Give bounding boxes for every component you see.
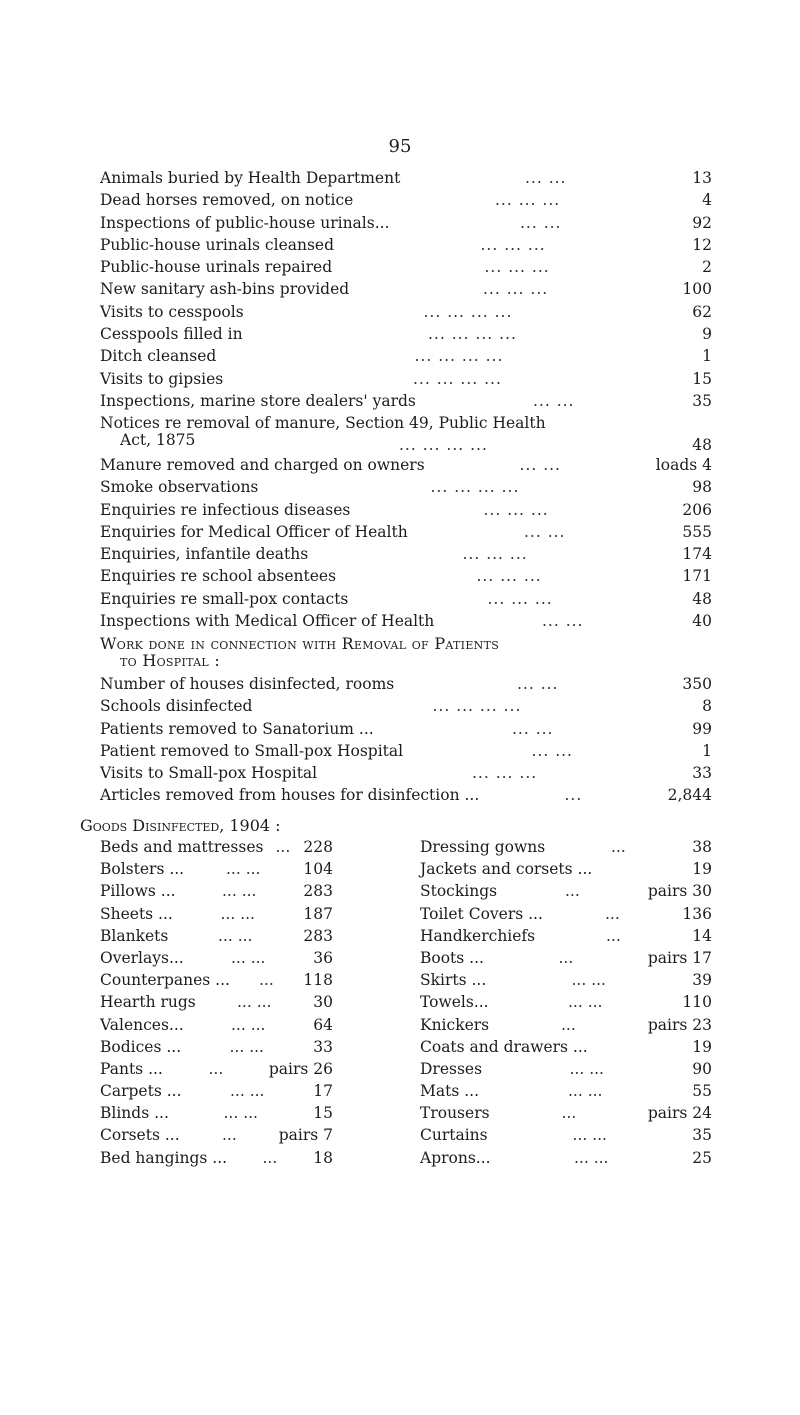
leader-dots: ...: [561, 1015, 576, 1034]
goods-label: Mats ...: [420, 1082, 480, 1101]
item-label: Articles removed from houses for disinfection ...: [100, 786, 480, 805]
goods-label: Pillows ...: [100, 882, 176, 901]
goods-value: 33: [313, 1037, 333, 1056]
goods-label: Towels...: [420, 993, 489, 1012]
goods-label: Corsets ...: [100, 1126, 180, 1145]
item-value: 171: [682, 567, 712, 586]
goods-label: Bolsters ...: [100, 860, 185, 879]
goods-label: Blankets: [100, 926, 169, 945]
list-item: [100, 412, 712, 452]
goods-label: Handkerchiefs: [420, 926, 536, 945]
list-item: [100, 212, 712, 234]
leader-dots: ... ... ... ...: [414, 347, 504, 366]
goods-value: 110: [682, 993, 712, 1012]
goods-value: pairs 26: [268, 1059, 333, 1078]
leader-dots: ... ...: [542, 612, 584, 631]
goods-label: Dressing gowns: [420, 838, 546, 856]
list-item: [100, 301, 712, 323]
list-item: [100, 695, 712, 717]
item-label: Enquiries re school absentees: [100, 567, 337, 586]
goods-label: Dresses: [420, 1059, 483, 1078]
removal-heading: [100, 634, 499, 670]
item-label: Enquiries re infectious diseases: [100, 500, 351, 519]
leader-dots: ... ... ... ...: [428, 325, 517, 344]
goods-left-column: [100, 836, 333, 1169]
goods-heading: Goods Disinfected, 1904 :: [80, 816, 281, 835]
item-value: 555: [682, 522, 712, 541]
goods-value: 38: [692, 838, 712, 856]
item-value: 2,844: [667, 786, 712, 805]
leader-dots: ... ...: [568, 993, 603, 1012]
item-value: 99: [692, 719, 712, 738]
leader-dots: ... ... ...: [480, 235, 546, 254]
goods-value: 39: [692, 971, 712, 990]
leader-dots: ... ...: [222, 882, 257, 901]
goods-label: Coats and drawers ...: [420, 1037, 588, 1056]
leader-dots: ... ...: [525, 169, 567, 187]
list-item: [100, 740, 712, 762]
goods-item: [420, 1102, 712, 1124]
list-item: [100, 390, 712, 412]
goods-value: 30: [313, 993, 333, 1012]
item-label: Visits to gipsies: [100, 369, 224, 388]
goods-value: pairs 7: [278, 1126, 333, 1145]
goods-label: Jackets and corsets ...: [420, 860, 593, 879]
item-label: Enquiries, infantile deaths: [100, 545, 309, 564]
goods-item: [100, 880, 333, 902]
goods-item: [100, 1124, 333, 1146]
item-value: 13: [692, 169, 712, 187]
goods-item: [100, 991, 333, 1013]
goods-item: [420, 880, 712, 902]
leader-dots: ... ...: [231, 1015, 266, 1034]
leader-dots: ...: [561, 1104, 577, 1123]
goods-item: [100, 836, 333, 858]
leader-dots: ... ...: [520, 213, 562, 232]
leader-dots: ... ...: [231, 948, 266, 967]
item-label: Visits to Small-pox Hospital: [100, 764, 318, 783]
goods-value: 35: [692, 1126, 712, 1145]
removal-list: [100, 673, 712, 807]
leader-dots: ... ... ... ...: [432, 697, 522, 716]
leader-dots: ... ...: [571, 971, 606, 990]
leader-dots: ... ...: [229, 1037, 264, 1056]
goods-item: [100, 1014, 333, 1036]
goods-label: Beds and mattresses: [100, 838, 264, 856]
goods-value: 14: [692, 926, 712, 945]
main-list: [100, 167, 712, 412]
leader-dots: ... ...: [226, 860, 261, 879]
list-item: [100, 588, 712, 610]
list-item: [100, 565, 712, 587]
goods-right-column: [420, 836, 712, 1169]
item-label: Notices re removal of manure, Section 49, Public Health: [100, 414, 546, 432]
leader-dots: ... ...: [517, 675, 559, 693]
item-label: Ditch cleansed: [100, 347, 217, 366]
goods-item: [100, 858, 333, 880]
leader-dots: ... ... ... ...: [423, 302, 513, 321]
leader-dots: ...: [605, 904, 620, 923]
list-item: [100, 278, 712, 300]
leader-dots: ... ...: [220, 904, 255, 923]
list-item: [100, 543, 712, 565]
item-label: Manure removed and charged on owners: [100, 456, 425, 474]
goods-value: 64: [313, 1015, 333, 1034]
item-value: 350: [682, 675, 712, 693]
item-value: 40: [692, 612, 712, 631]
list-item: [100, 256, 712, 278]
goods-label: Hearth rugs: [100, 993, 196, 1012]
leader-dots: ... ... ...: [484, 258, 550, 277]
goods-item: [100, 969, 333, 991]
goods-label: Trousers: [420, 1104, 490, 1123]
list-item: [100, 521, 712, 543]
goods-value: pairs 24: [647, 1104, 712, 1123]
list-item: [100, 345, 712, 367]
goods-item: [100, 947, 333, 969]
item-value: 1: [702, 741, 712, 760]
item-value: 8: [702, 697, 712, 716]
item-value: 48: [692, 589, 712, 608]
goods-item: [420, 836, 712, 858]
leader-dots: ... ...: [568, 1082, 603, 1101]
leader-dots: ... ... ...: [472, 764, 538, 783]
goods-value: 19: [692, 860, 712, 879]
item-label: Public-house urinals repaired: [100, 258, 333, 277]
goods-item: [420, 858, 712, 880]
item-value: 48: [692, 436, 712, 454]
goods-value: 18: [313, 1148, 333, 1167]
item-value: 33: [692, 764, 712, 783]
item-value: 9: [702, 325, 712, 344]
goods-label: Counterpanes ...: [100, 971, 230, 990]
leader-dots: ... ...: [223, 1104, 258, 1123]
goods-value: 19: [692, 1037, 712, 1056]
item-label: Number of houses disinfected, rooms: [100, 675, 395, 693]
goods-value: 283: [303, 926, 333, 945]
leader-dots: ... ... ... ...: [399, 436, 488, 454]
goods-item: [420, 1147, 712, 1169]
goods-label: Sheets ...: [100, 904, 173, 923]
item-label-continued: Act, 1875: [120, 431, 196, 449]
item-label: Smoke observations: [100, 478, 259, 497]
leader-dots: ... ...: [531, 741, 573, 760]
leader-dots: ... ... ...: [495, 191, 561, 210]
goods-item: [420, 1014, 712, 1036]
list-item: [100, 368, 712, 390]
goods-item: [420, 947, 712, 969]
item-value: 15: [692, 369, 712, 388]
leader-dots: ...: [208, 1059, 224, 1078]
list-item: [100, 167, 712, 189]
goods-label: Stockings: [420, 882, 498, 901]
goods-value: 187: [303, 904, 333, 923]
item-value: 12: [692, 235, 712, 254]
leader-dots: ... ... ...: [487, 589, 553, 608]
goods-label: Knickers: [420, 1015, 490, 1034]
leader-dots: ...: [564, 786, 583, 805]
page-number: 95: [388, 136, 412, 157]
leader-dots: ... ... ...: [462, 545, 528, 564]
goods-value: 104: [303, 860, 333, 879]
goods-value: 118: [303, 971, 333, 990]
item-value: 4: [702, 191, 712, 210]
goods-item: [420, 969, 712, 991]
goods-item: [420, 903, 712, 925]
goods-label: Toilet Covers ...: [420, 904, 543, 923]
list-item: [100, 718, 712, 740]
item-label: Dead horses removed, on notice: [100, 191, 354, 210]
goods-item: [420, 1058, 712, 1080]
removal-heading-line1: Work done in connection with Removal of Patients: [100, 634, 500, 653]
goods-label: Carpets ...: [100, 1082, 182, 1101]
item-label: Cesspools filled in: [100, 325, 243, 344]
item-label: Visits to cesspools: [100, 302, 244, 321]
leader-dots: ... ... ...: [483, 500, 549, 519]
leader-dots: ... ...: [230, 1082, 265, 1101]
goods-label: Overlays...: [100, 948, 184, 967]
goods-label: Skirts ...: [420, 971, 487, 990]
goods-item: [100, 1102, 333, 1124]
goods-label: Bodices ...: [100, 1037, 182, 1056]
goods-value: pairs 17: [647, 948, 712, 967]
main-list-continued: [100, 454, 712, 632]
goods-value: 55: [692, 1082, 712, 1101]
goods-value: pairs 30: [647, 882, 712, 901]
notices-section: [100, 412, 712, 452]
item-label: Inspections with Medical Officer of Health: [100, 612, 435, 631]
item-label: New sanitary ash-bins provided: [100, 280, 350, 299]
item-label: Patient removed to Small-pox Hospital: [100, 741, 404, 760]
list-item: [100, 762, 712, 784]
leader-dots: ...: [565, 882, 580, 901]
goods-item: [100, 1080, 333, 1102]
leader-dots: ...: [606, 926, 621, 945]
leader-dots: ... ...: [533, 391, 575, 410]
leader-dots: ... ...: [574, 1148, 609, 1167]
leader-dots: ... ...: [569, 1059, 604, 1078]
goods-item: [420, 1080, 712, 1102]
goods-value: 283: [303, 882, 333, 901]
goods-label: Pants ...: [100, 1059, 163, 1078]
leader-dots: ... ...: [519, 456, 561, 474]
removal-heading-line2: to Hospital :: [120, 651, 221, 670]
item-label: Enquiries for Medical Officer of Health: [100, 522, 408, 541]
goods-label: Bed hangings ...: [100, 1148, 228, 1167]
item-label: Enquiries re small-pox contacts: [100, 589, 349, 608]
item-value: 100: [682, 280, 712, 299]
goods-value: 17: [313, 1082, 333, 1101]
goods-label: Aprons...: [420, 1148, 491, 1167]
goods-item: [100, 925, 333, 947]
goods-value: 90: [692, 1059, 712, 1078]
goods-value: pairs 23: [647, 1015, 712, 1034]
item-label: Patients removed to Sanatorium ...: [100, 719, 374, 738]
item-value: 35: [692, 391, 712, 410]
goods-item: [420, 991, 712, 1013]
item-value: 2: [702, 258, 712, 277]
leader-dots: ... ...: [218, 926, 253, 945]
goods-item: [420, 1124, 712, 1146]
list-item: [100, 454, 712, 476]
goods-item: [100, 1147, 333, 1169]
list-item: [100, 784, 712, 806]
leader-dots: ... ... ...: [476, 567, 542, 586]
goods-item: [100, 903, 333, 925]
goods-value: 15: [313, 1104, 333, 1123]
leader-dots: ... ...: [524, 522, 566, 541]
leader-dots: ...: [558, 948, 574, 967]
goods-label: Boots ...: [420, 948, 484, 967]
list-item: [100, 234, 712, 256]
goods-value: 136: [682, 904, 712, 923]
item-label: Inspections of public-house urinals...: [100, 213, 390, 232]
list-item: [100, 476, 712, 498]
goods-item: [420, 1036, 712, 1058]
item-value: 1: [702, 347, 712, 366]
list-item: [100, 189, 712, 211]
item-value: loads 4: [655, 456, 712, 474]
goods-item: [100, 1036, 333, 1058]
leader-dots: ...: [611, 838, 626, 856]
goods-value: 228: [303, 838, 333, 856]
leader-dots: ... ... ... ...: [413, 369, 502, 388]
goods-item: [100, 1058, 333, 1080]
goods-label: Blinds ...: [100, 1104, 169, 1123]
goods-value: 25: [692, 1148, 712, 1167]
item-value: 206: [682, 500, 712, 519]
goods-value: 36: [313, 948, 333, 967]
goods-label: Curtains: [420, 1126, 488, 1145]
list-item: [100, 499, 712, 521]
leader-dots: ... ... ... ...: [430, 478, 520, 497]
list-item: [100, 673, 712, 695]
item-label: Animals buried by Health Department: [100, 169, 401, 187]
item-label: Schools disinfected: [100, 697, 253, 716]
item-label: Public-house urinals cleansed: [100, 235, 335, 254]
item-label: Inspections, marine store dealers' yards: [100, 391, 416, 410]
leader-dots: ...: [222, 1126, 237, 1145]
goods-item: [420, 925, 712, 947]
item-value: 62: [692, 302, 712, 321]
list-item: [100, 610, 712, 632]
leader-dots: ...: [275, 838, 291, 856]
list-item: [100, 323, 712, 345]
leader-dots: ...: [259, 971, 274, 990]
leader-dots: ... ... ...: [483, 280, 549, 299]
item-value: 98: [692, 478, 712, 497]
leader-dots: ... ...: [572, 1126, 607, 1145]
goods-label: Valences...: [100, 1015, 184, 1034]
leader-dots: ... ...: [237, 993, 272, 1012]
leader-dots: ...: [262, 1148, 278, 1167]
leader-dots: ... ...: [512, 719, 554, 738]
item-value: 92: [692, 213, 712, 232]
item-value: 174: [682, 545, 712, 564]
